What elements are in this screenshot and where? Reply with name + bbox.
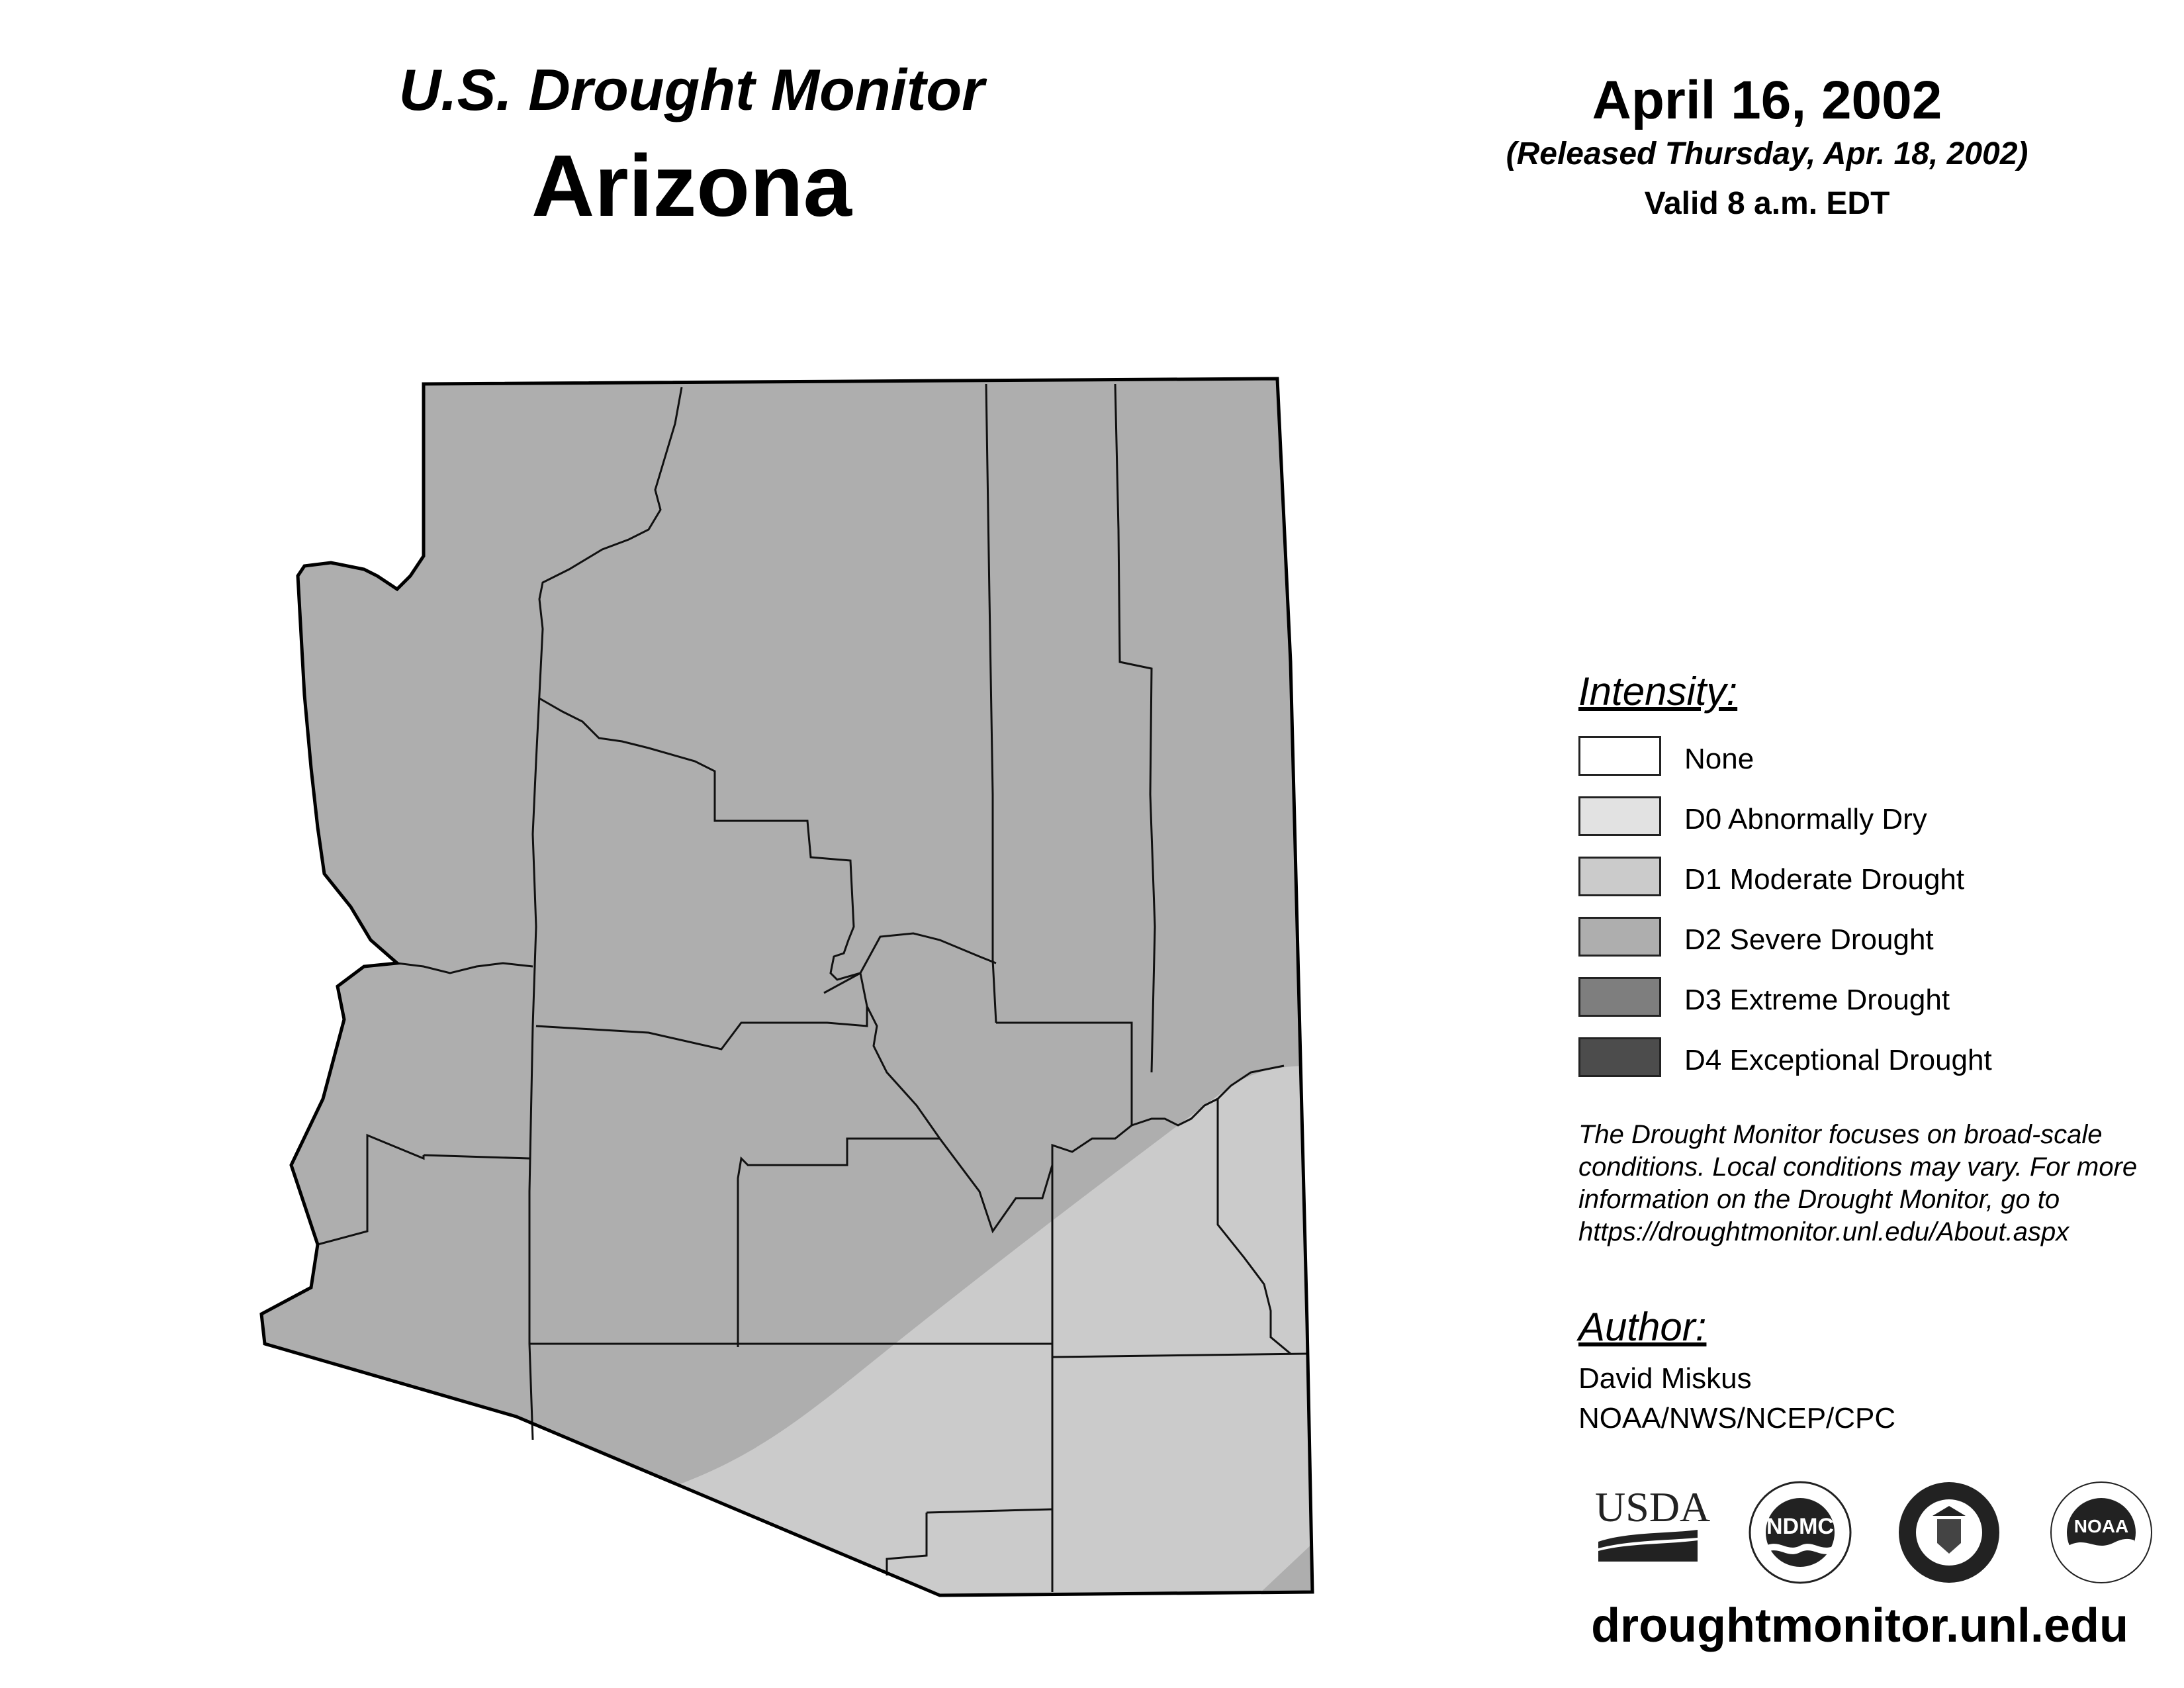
- region-title: Arizona: [531, 137, 852, 234]
- valid-time: Valid 8 a.m. EDT: [1644, 186, 1890, 221]
- noaa-logo-text: NOAA: [2073, 1516, 2129, 1536]
- legend-swatch-none: [1578, 736, 1661, 776]
- usda-logo: [1595, 1483, 1711, 1566]
- legend-label-d0: D0 Abnormally Dry: [1684, 803, 1927, 835]
- author-heading: Author:: [1578, 1305, 1707, 1349]
- legend-label-d1: D1 Moderate Drought: [1684, 863, 1965, 896]
- author-organization: NOAA/NWS/NCEP/CPC: [1578, 1402, 1896, 1434]
- usda-field-icon: [1595, 1528, 1701, 1566]
- ndmc-logo-text: NDMC: [1766, 1514, 1834, 1539]
- website-link[interactable]: droughtmonitor.unl.edu: [1591, 1599, 2128, 1652]
- legend-label-d2: D2 Severe Drought: [1684, 923, 1934, 956]
- usda-logo-text: USDA: [1595, 1483, 1711, 1530]
- legend-swatch-d3: [1578, 977, 1661, 1017]
- ndmc-logo: [1747, 1479, 1853, 1585]
- map-title: U.S. Drought Monitor: [398, 57, 985, 122]
- doc-seal-logo: [1896, 1479, 2002, 1585]
- legend-label-d4: D4 Exceptional Drought: [1684, 1044, 1992, 1076]
- map-date: April 16, 2002: [1592, 70, 1942, 130]
- legend-label-none: None: [1684, 743, 1754, 775]
- disclaimer-note: The Drought Monitor focuses on broad-scale conditions. Local conditions may vary. For more information on the Drought Monitor, go to https://droughtmonitor.unl.edu/About.aspx: [1578, 1120, 2138, 1246]
- legend-swatch-d1: [1578, 857, 1661, 896]
- legend-swatch-d4: [1578, 1037, 1661, 1077]
- department-of-commerce-seal-icon: [1896, 1479, 2002, 1585]
- legend-title: Intensity:: [1578, 669, 1738, 714]
- legend-label-d3: D3 Extreme Drought: [1684, 984, 1950, 1016]
- noaa-logo: [2048, 1479, 2154, 1585]
- author-name: David Miskus: [1578, 1362, 1752, 1395]
- release-date: (Released Thursday, Apr. 18, 2002): [1506, 136, 2028, 171]
- legend-swatch-d2: [1578, 917, 1661, 957]
- legend-swatch-d0: [1578, 796, 1661, 836]
